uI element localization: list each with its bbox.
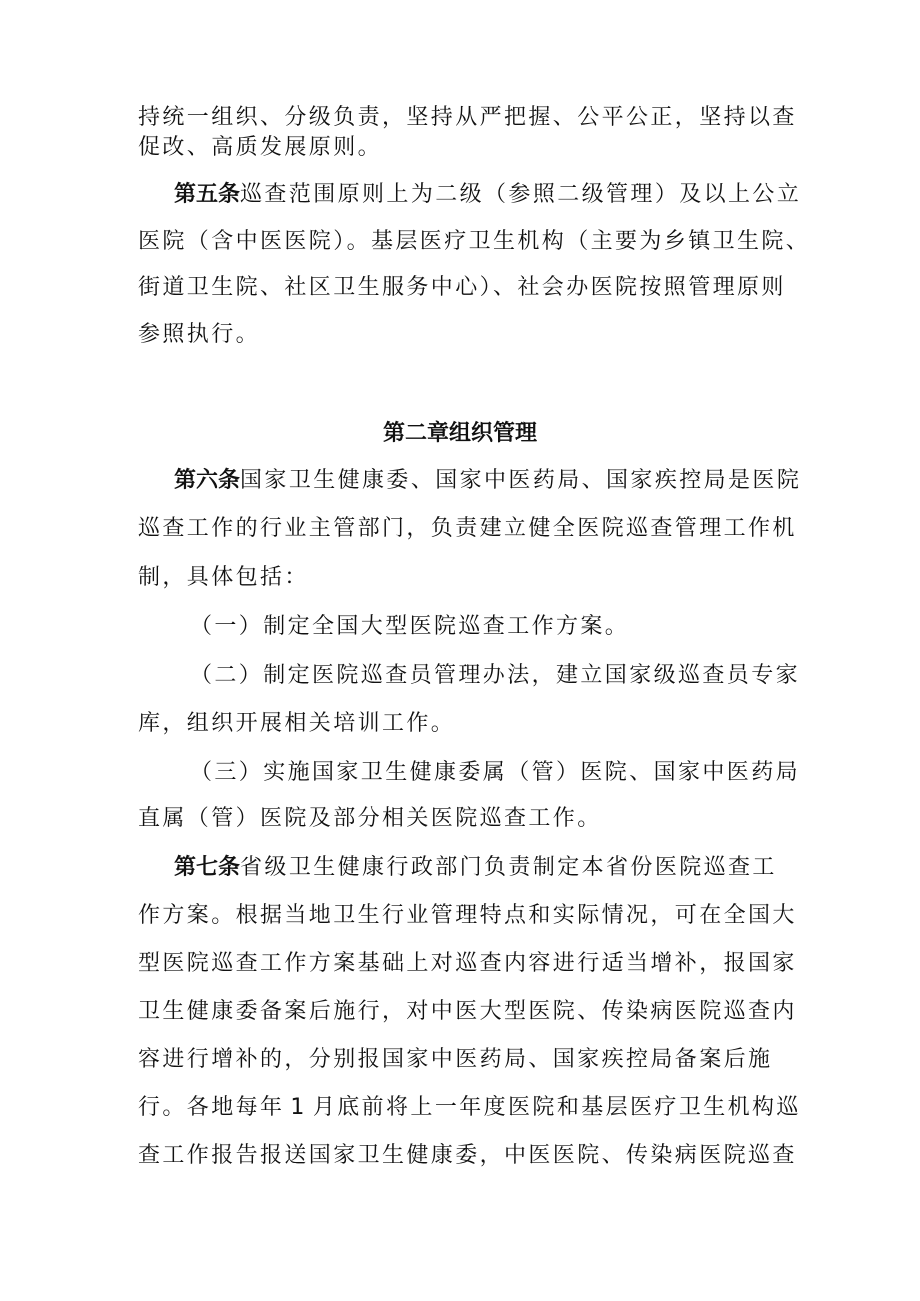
list-item: （一）制定全国大型医院巡查工作方案。 [190,614,630,639]
paragraph-line: 促改、高质发展原则。 [138,135,383,160]
article-6-text: 国家卫生健康委、国家中医药局、国家疾控局是医院 [240,468,802,493]
article-7-text: 省级卫生健康行政部门负责制定本省份医院巡查工 [240,855,777,880]
list-item: （三）实施国家卫生健康委属（管）医院、国家中医药局 [190,760,801,785]
chapter-heading: 第二章组织管理 [382,421,537,446]
paragraph-line: 型医院巡查工作方案基础上对巡查内容进行适当增补，报国家 [138,951,797,976]
paragraph-line-with-number [138,1093,801,1123]
article-6-line-1 [174,466,801,496]
article-5-label: 第五条 [174,182,241,207]
article-7-label: 第七条 [174,855,241,880]
paragraph-line: 制，具体包括： [138,565,309,590]
text-segment: 行。各地每年 [138,1095,285,1120]
paragraph-line: 容进行增补的，分别报国家中医药局、国家疾控局备案后施 [138,1047,773,1072]
article-7-line-1 [174,853,777,883]
paragraph-line: 查工作报告报送国家卫生健康委，中医医院、传染病医院巡查 [138,1143,797,1168]
paragraph-line: 参照执行。 [138,322,261,347]
list-item: （二）制定医院巡查员管理办法，建立国家级巡查员专家 [190,663,801,688]
month-number: 1 [290,1095,307,1120]
text-segment: 月底前将上一年度医院和基层医疗卫生机构巡 [312,1095,801,1120]
paragraph-line: 直属（管）医院及部分相关医院巡查工作。 [138,806,602,831]
paragraph-line: 作方案。根据当地卫生行业管理特点和实际情况，可在全国大 [138,903,797,928]
paragraph-line: 医院（含中医医院）。基层医疗卫生机构（主要为乡镇卫生院、 [138,229,811,254]
article-5-text: 巡查范围原则上为二级（参照二级管理）及以上公立 [240,182,802,207]
article-5-line-1 [174,180,801,210]
article-6-label: 第六条 [174,468,241,493]
paragraph-line: 库，组织开展相关培训工作。 [138,711,456,736]
paragraph-line: 街道卫生院、社区卫生服务中心）、社会办医院按照管理原则 [138,275,786,300]
paragraph-line: 卫生健康委备案后施行，对中医大型医院、传染病医院巡查内 [138,999,797,1024]
paragraph-line: 持统一组织、分级负责，坚持从严把握、公平公正，坚持以查 [138,105,797,130]
paragraph-line: 巡查工作的行业主管部门，负责建立健全医院巡查管理工作机 [138,516,797,541]
